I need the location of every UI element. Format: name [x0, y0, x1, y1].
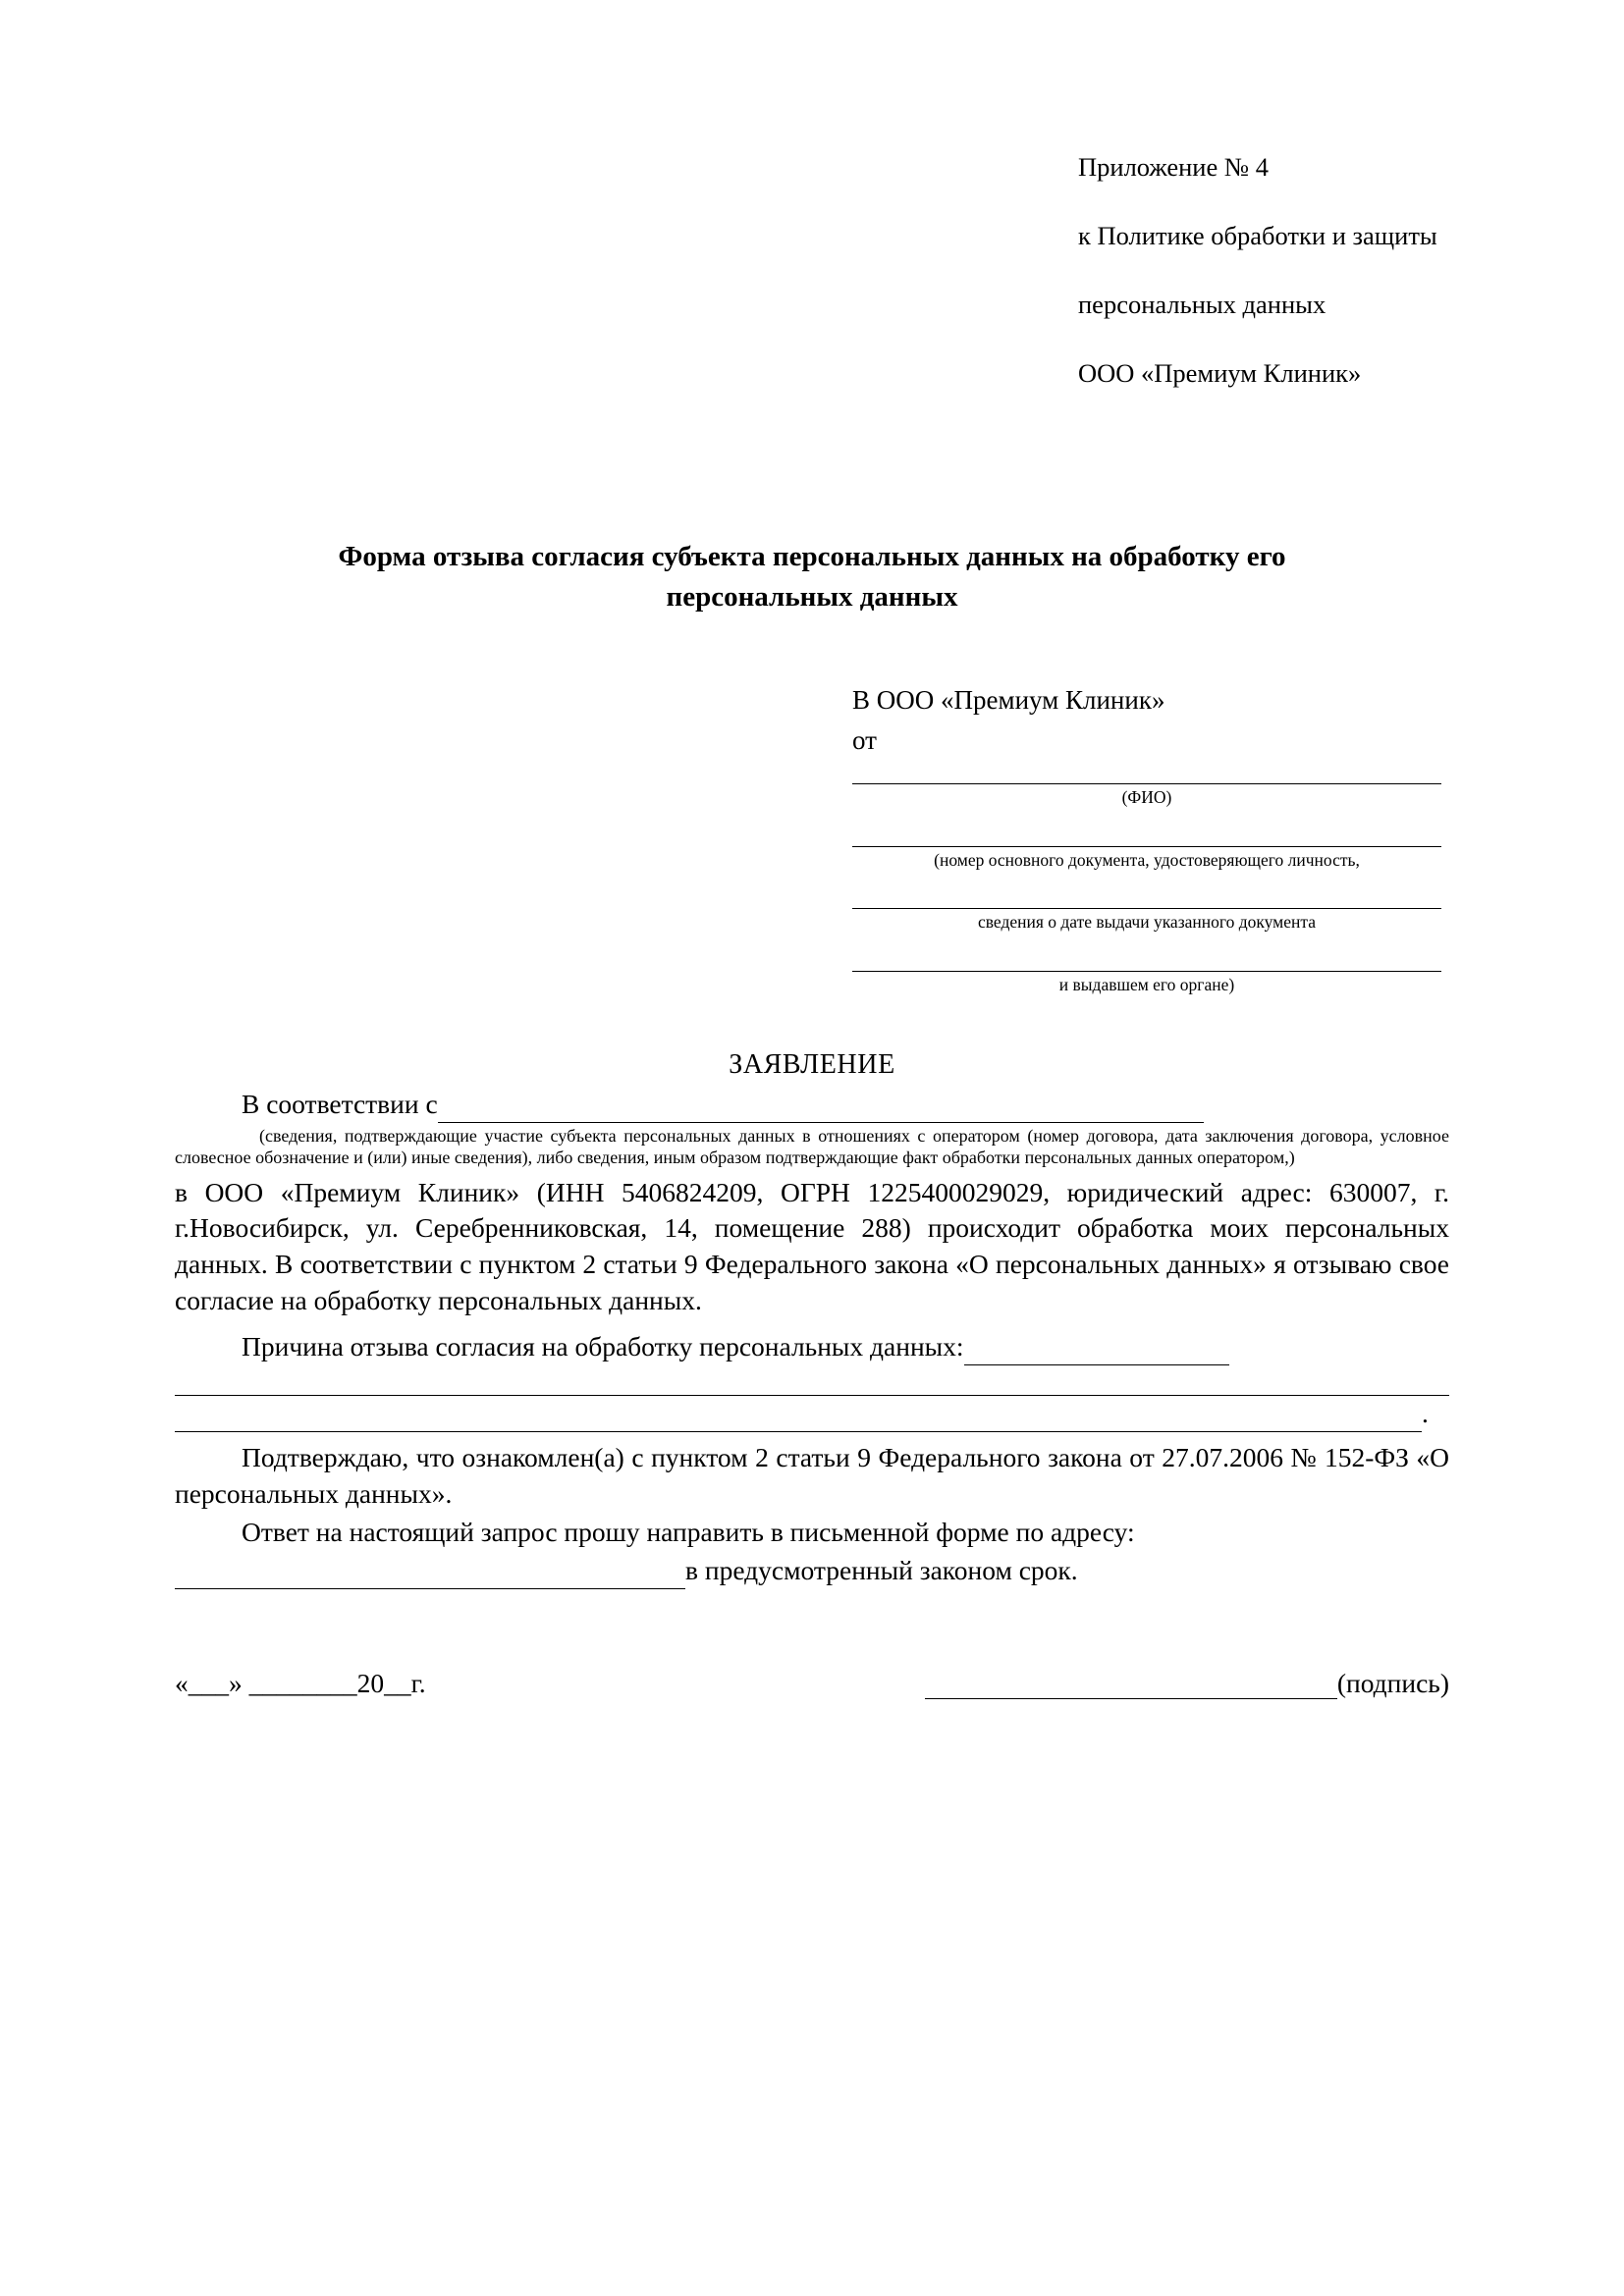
document-number-caption: (номер основного документа, удостоверяющего личность,	[934, 849, 1360, 870]
in-accordance-row	[175, 1087, 1449, 1123]
header-line-4: ООО «Премиум Клиник»	[1078, 357, 1362, 388]
addressee-to: В ООО «Премиум Клиник»	[852, 685, 1165, 716]
in-accordance-input-line[interactable]	[438, 1098, 1204, 1123]
document-header	[1078, 116, 1449, 425]
reason-end-dot: .	[1422, 1398, 1429, 1429]
addressee-from-label: от	[852, 724, 877, 755]
reason-row-3	[175, 1396, 1449, 1432]
addressee-block	[852, 682, 1441, 996]
reason-row	[175, 1329, 1449, 1365]
reason-input-line-1[interactable]	[964, 1341, 1229, 1365]
page-title: Форма отзыва согласия субъекта персональных данных на обработку его персональных данных	[338, 540, 1286, 613]
header-line-1: Приложение № 4	[1078, 151, 1270, 182]
answer-paragraph: Ответ на настоящий запрос прошу направить в письменной форме по адресу:	[242, 1517, 1135, 1548]
confirm-paragraph: Подтверждаю, что ознакомлен(а) с пунктом 2 статьи 9 Федерального закона от 27.07.2006 № 152-ФЗ «О персональных данных».	[175, 1442, 1449, 1510]
signature-field-wrap	[803, 1668, 1449, 1699]
signature-caption: (подпись)	[1336, 1668, 1449, 1699]
signature-row	[175, 1668, 1449, 1699]
answer-address-input-line[interactable]	[175, 1565, 685, 1589]
reason-label: Причина отзыва согласия на обработку персональных данных:	[242, 1331, 964, 1362]
fio-caption: (ФИО)	[1121, 786, 1172, 807]
reason-input-line-3[interactable]	[175, 1408, 1422, 1432]
in-accordance-label: В соответствии с	[242, 1088, 438, 1119]
document-number-input-line[interactable]	[852, 821, 1441, 847]
statement-heading: ЗАЯВЛЕНИЕ	[729, 1048, 895, 1080]
header-line-2: к Политике обработки и защиты	[1078, 220, 1437, 250]
document-date-caption: сведения о дате выдачи указанного документа	[977, 912, 1316, 933]
fio-input-line[interactable]	[852, 758, 1441, 784]
date-field[interactable]: «___» ________20__г.	[175, 1668, 426, 1699]
answer-tail: в предусмотренный законом срок.	[685, 1555, 1078, 1586]
signature-input-line[interactable]	[925, 1675, 1337, 1699]
answer-address-row	[175, 1553, 1449, 1589]
reason-input-line-2[interactable]	[175, 1365, 1449, 1396]
in-accordance-note	[175, 1125, 1449, 1169]
document-issuer-caption: и выдавшем его органе)	[1058, 975, 1235, 995]
main-paragraph: в ООО «Премиум Клиник» (ИНН 5406824209, ОГРН 1225400029029, юридический адрес: 630007, г. г.Новосибирск, ул. Серебренниковская, 14, помещение 288) происходит обработка моих персональных данных. В соответствии с пунктом 2 статьи 9 Федерального закона «О персональных данных» я отзываю свое согласие на обработку персональных данных.	[175, 1176, 1449, 1316]
in-accordance-note-text: (сведения, подтверждающие участие субъекта персональных данных в отношениях с оператором (номер договора, дата заключения договора, условное словесное обозначение и (или) иные сведения), либо сведения, иным образом подтверждающие факт обработки персональных данных оператором,)	[175, 1125, 1449, 1167]
header-line-3: персональных данных	[1078, 289, 1326, 319]
document-date-input-line[interactable]	[852, 882, 1441, 909]
document-issuer-input-line[interactable]	[852, 945, 1441, 972]
